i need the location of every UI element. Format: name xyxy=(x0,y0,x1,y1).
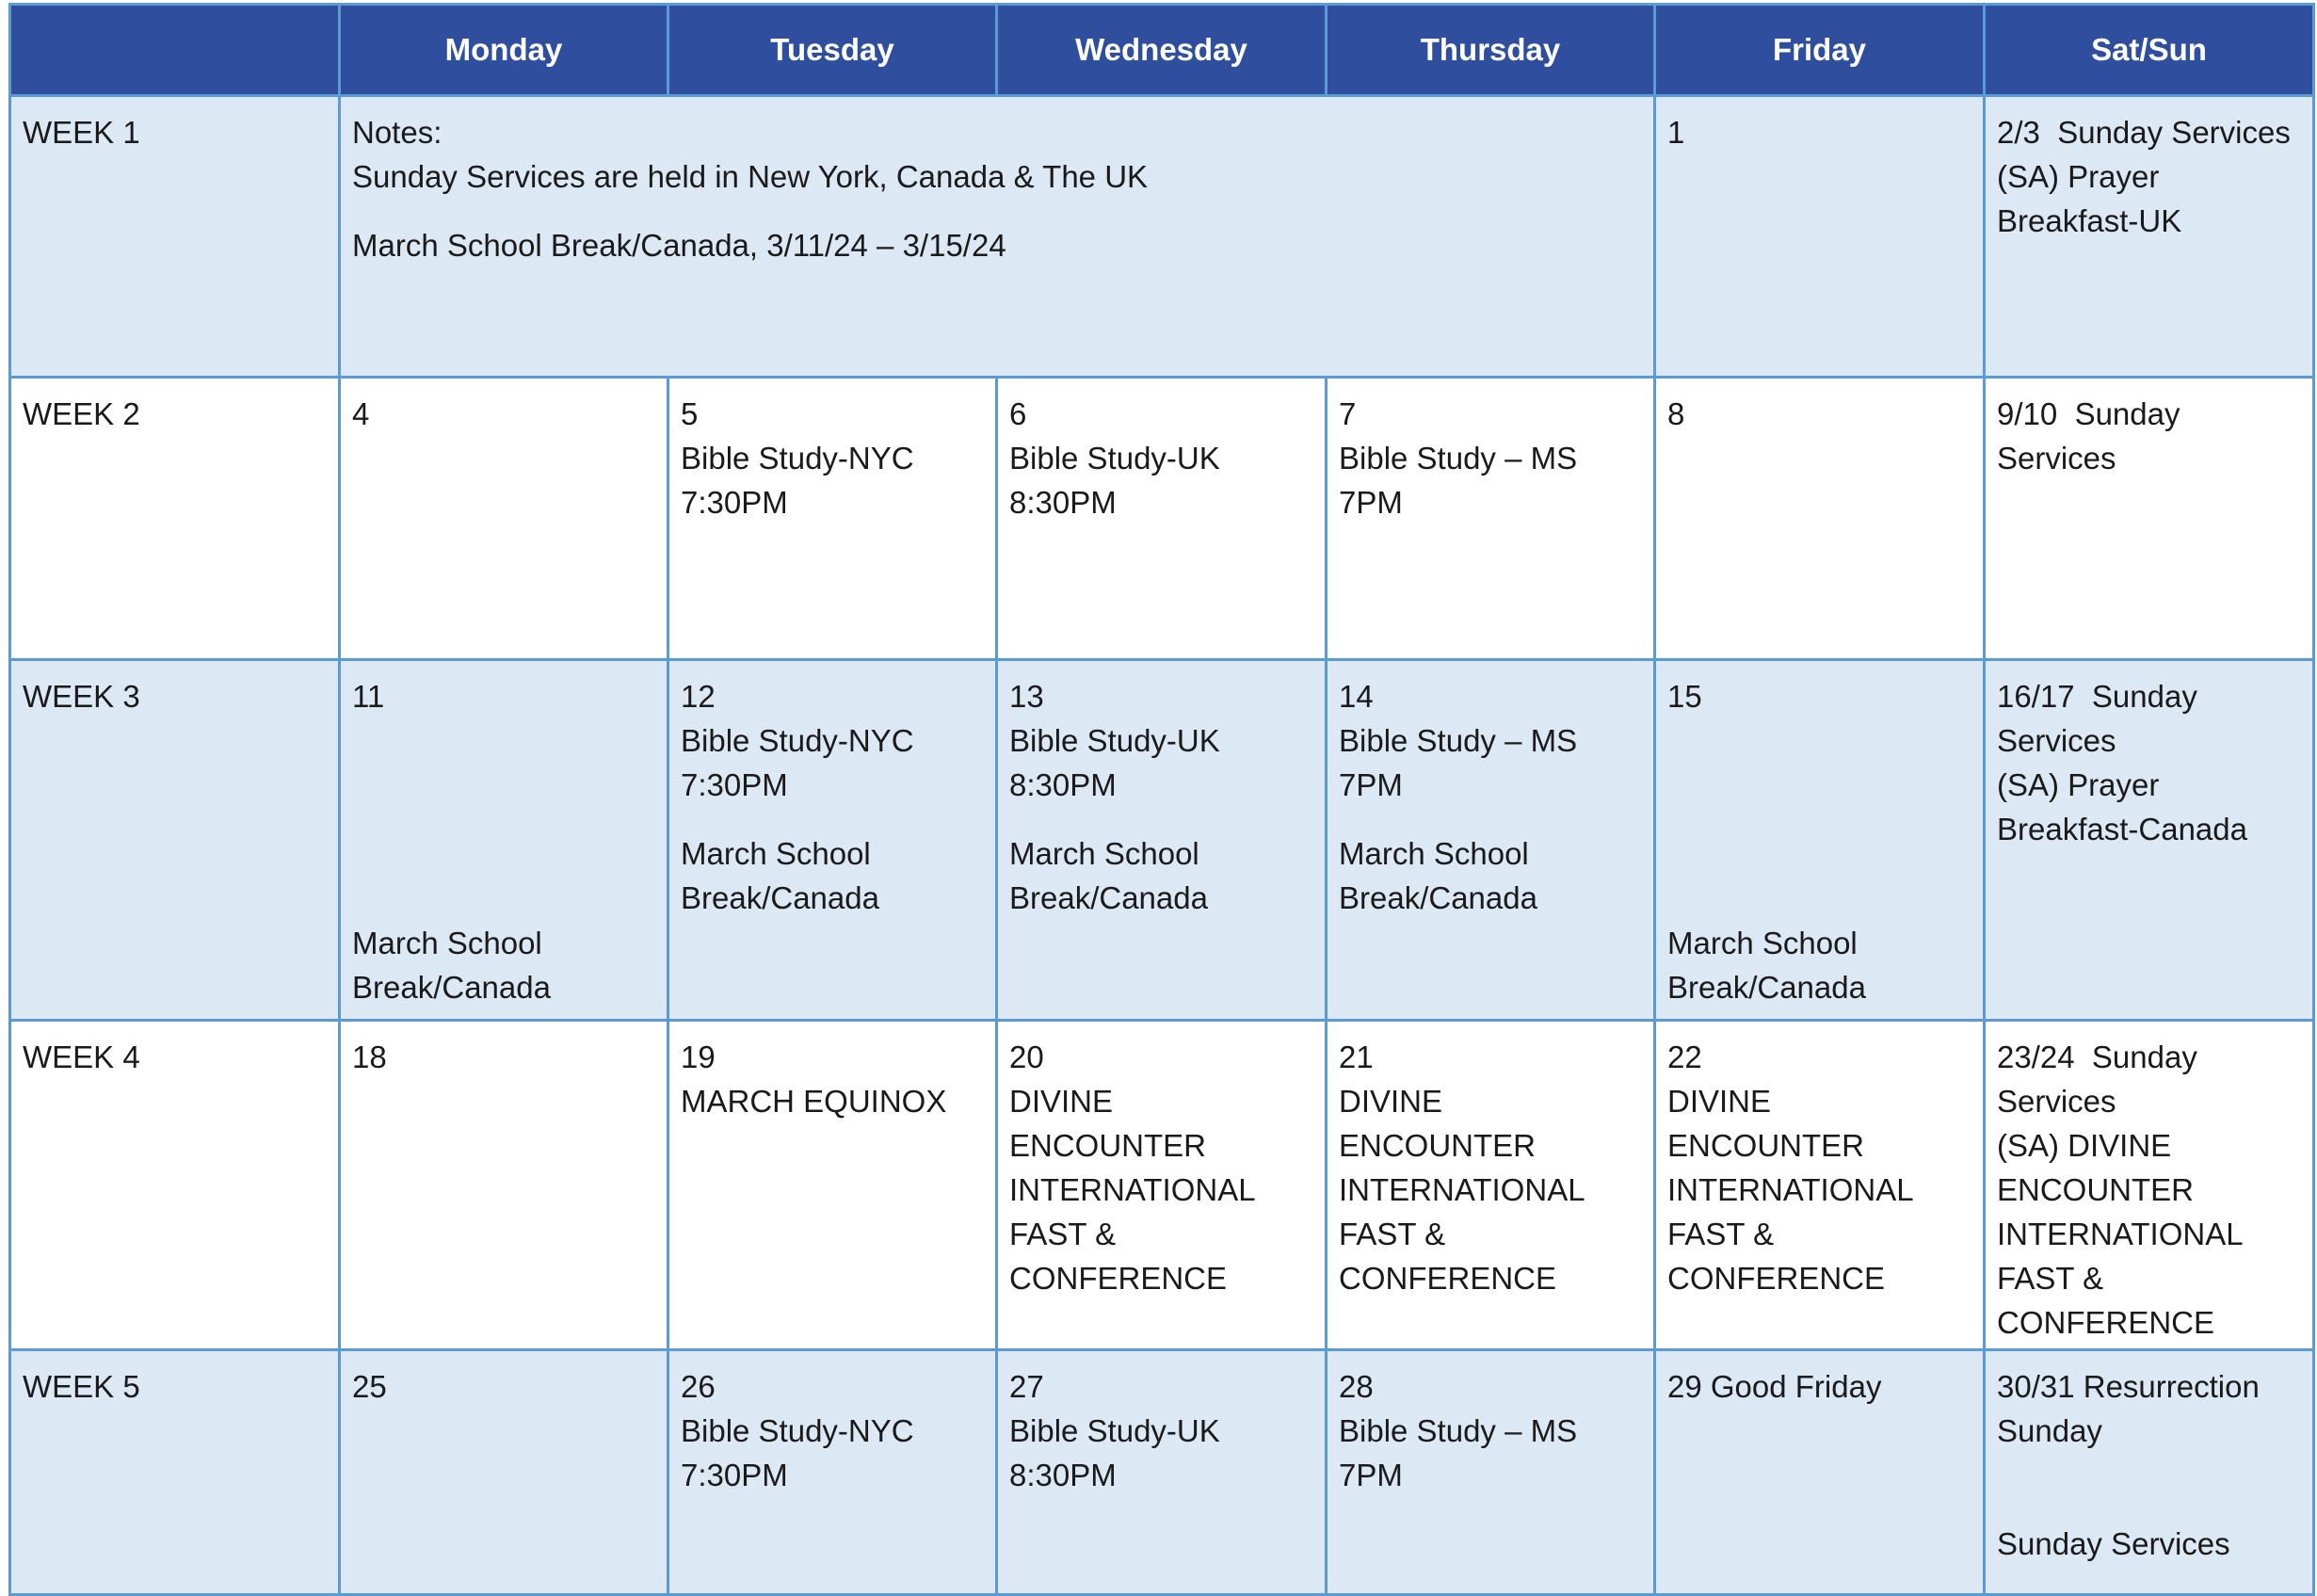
week-label-text: WEEK 2 xyxy=(23,396,140,431)
event-time: 7PM xyxy=(1339,1458,1403,1492)
event-time: 8:30PM xyxy=(1009,767,1117,802)
event-text: Break/Canada xyxy=(1009,880,1208,915)
event-text: FAST & xyxy=(1339,1217,1446,1251)
week-label xyxy=(10,96,340,378)
event-text: 23/24 Sunday xyxy=(1997,1040,2197,1074)
week-label xyxy=(10,1021,340,1350)
notes-cell xyxy=(340,96,1655,378)
event-time: 7:30PM xyxy=(681,767,788,802)
header-tuesday: Tuesday xyxy=(668,5,997,96)
day-cell-friday xyxy=(1655,1021,1985,1350)
event-text: Bible Study-UK xyxy=(1009,441,1220,476)
event-time: 7:30PM xyxy=(681,485,788,520)
day-cell-monday xyxy=(340,1021,668,1350)
day-cell-tuesday xyxy=(668,1021,997,1350)
day-cell-thursday xyxy=(1327,660,1655,1021)
day-number: 4 xyxy=(352,396,370,431)
event-text: INTERNATIONAL xyxy=(1667,1172,1914,1207)
event-text: CONFERENCE xyxy=(1997,1305,2215,1340)
event-text: (SA) Prayer xyxy=(1997,159,2160,194)
day-cell-satsun xyxy=(1985,96,2314,378)
week-row-3 xyxy=(10,660,2314,1021)
day-cell-monday xyxy=(340,660,668,1021)
event-text: Break/Canada xyxy=(1339,880,1537,915)
week-label-text: WEEK 4 xyxy=(23,1040,140,1074)
header-week-col xyxy=(10,5,340,96)
header-friday: Friday xyxy=(1655,5,1985,96)
header-monday: Monday xyxy=(340,5,668,96)
day-cell-thursday xyxy=(1327,1021,1655,1350)
day-cell-friday xyxy=(1655,1350,1985,1595)
event-text: Bible Study-NYC xyxy=(681,1413,914,1448)
day-number: 22 xyxy=(1667,1040,1702,1074)
week-row-4 xyxy=(10,1021,2314,1350)
week-row-2 xyxy=(10,378,2314,660)
event-text: (SA) DIVINE xyxy=(1997,1128,2172,1163)
event-text: 29 Good Friday xyxy=(1667,1369,1882,1404)
day-cell-thursday xyxy=(1327,1350,1655,1595)
event-text: Bible Study – MS xyxy=(1339,1413,1578,1448)
event-text: Break/Canada xyxy=(1667,970,1866,1005)
event-text: Break/Canada xyxy=(681,880,879,915)
day-cell-wednesday xyxy=(997,378,1327,660)
day-number: 18 xyxy=(352,1040,387,1074)
day-cell-tuesday xyxy=(668,660,997,1021)
day-cell-monday xyxy=(340,378,668,660)
day-number: 20 xyxy=(1009,1040,1044,1074)
day-number: 19 xyxy=(681,1040,716,1074)
day-cell-friday xyxy=(1655,660,1985,1021)
event-text: March School xyxy=(681,836,871,871)
day-number: 8 xyxy=(1667,396,1685,431)
event-text: DIVINE ENCOUNTER xyxy=(1009,1084,1207,1163)
event-text: 30/31 Resurrection xyxy=(1997,1369,2260,1404)
day-cell-wednesday xyxy=(997,1350,1327,1595)
event-text: Break/Canada xyxy=(352,970,551,1005)
day-cell-thursday xyxy=(1327,378,1655,660)
event-text: Sunday Services xyxy=(1997,1526,2230,1561)
day-cell-tuesday xyxy=(668,378,997,660)
event-text: MARCH EQUINOX xyxy=(681,1084,947,1119)
day-number: 15 xyxy=(1667,679,1702,714)
event-text: Services xyxy=(1997,441,2116,476)
calendar-table xyxy=(8,3,2315,1596)
day-cell-monday xyxy=(340,1350,668,1595)
event-text: FAST & xyxy=(1667,1217,1775,1251)
event-text: Bible Study-UK xyxy=(1009,723,1220,758)
day-cell-friday xyxy=(1655,378,1985,660)
event-text: March School xyxy=(1339,836,1529,871)
event-time: 7PM xyxy=(1339,767,1403,802)
day-cell-wednesday xyxy=(997,660,1327,1021)
event-text: FAST & xyxy=(1009,1217,1117,1251)
header-row xyxy=(10,5,2314,96)
week-label-text: WEEK 3 xyxy=(23,679,140,714)
event-text: CONFERENCE xyxy=(1339,1261,1557,1296)
event-text: (SA) Prayer xyxy=(1997,767,2160,802)
event-text: 16/17 Sunday xyxy=(1997,679,2197,714)
day-number: 26 xyxy=(681,1369,716,1404)
day-number: 21 xyxy=(1339,1040,1374,1074)
event-text: Breakfast-UK xyxy=(1997,203,2182,238)
event-text: Services xyxy=(1997,1084,2116,1119)
event-text: Bible Study – MS xyxy=(1339,441,1578,476)
event-text: 9/10 Sunday xyxy=(1997,396,2180,431)
event-text: Bible Study – MS xyxy=(1339,723,1578,758)
week-label-text: WEEK 5 xyxy=(23,1369,140,1404)
day-number: 5 xyxy=(681,396,699,431)
event-text: Sunday xyxy=(1997,1413,2102,1448)
event-time: 8:30PM xyxy=(1009,1458,1117,1492)
notes-heading: Notes: xyxy=(352,115,442,150)
day-number: 25 xyxy=(352,1369,387,1404)
day-number: 1 xyxy=(1667,115,1685,150)
day-number: 11 xyxy=(352,679,385,714)
day-number: 27 xyxy=(1009,1369,1044,1404)
day-cell-satsun xyxy=(1985,1350,2314,1595)
event-text: Services xyxy=(1997,723,2116,758)
notes-line: March School Break/Canada, 3/11/24 – 3/15/24 xyxy=(352,228,1006,263)
event-text: Bible Study-NYC xyxy=(681,723,914,758)
header-satsun: Sat/Sun xyxy=(1985,5,2314,96)
week-row-5 xyxy=(10,1350,2314,1595)
event-text: Bible Study-NYC xyxy=(681,441,914,476)
event-text: DIVINE ENCOUNTER xyxy=(1339,1084,1537,1163)
day-number: 12 xyxy=(681,679,716,714)
event-text: Breakfast-Canada xyxy=(1997,812,2247,846)
day-number: 13 xyxy=(1009,679,1044,714)
day-number: 28 xyxy=(1339,1369,1374,1404)
event-text: March School xyxy=(1009,836,1199,871)
week-label xyxy=(10,378,340,660)
day-cell-satsun xyxy=(1985,660,2314,1021)
event-text: Bible Study-UK xyxy=(1009,1413,1220,1448)
header-wednesday: Wednesday xyxy=(997,5,1327,96)
week-row-1 xyxy=(10,96,2314,378)
week-label-text: WEEK 1 xyxy=(23,115,140,150)
event-text: 2/3 Sunday Services xyxy=(1997,115,2291,150)
day-cell-friday xyxy=(1655,96,1985,378)
event-text: March School xyxy=(1667,926,1858,960)
event-text: INTERNATIONAL xyxy=(1339,1172,1585,1207)
day-cell-wednesday xyxy=(997,1021,1327,1350)
event-text: CONFERENCE xyxy=(1667,1261,1886,1296)
event-text: March School xyxy=(352,926,542,960)
event-text: DIVINE ENCOUNTER xyxy=(1667,1084,1865,1163)
event-time: 7PM xyxy=(1339,485,1403,520)
event-time: 8:30PM xyxy=(1009,485,1117,520)
header-thursday: Thursday xyxy=(1327,5,1655,96)
day-number: 6 xyxy=(1009,396,1027,431)
day-number: 14 xyxy=(1339,679,1374,714)
event-time: 7:30PM xyxy=(681,1458,788,1492)
event-text: FAST & xyxy=(1997,1261,2104,1296)
day-number: 7 xyxy=(1339,396,1357,431)
week-label xyxy=(10,1350,340,1595)
day-cell-tuesday xyxy=(668,1350,997,1595)
event-text: CONFERENCE xyxy=(1009,1261,1228,1296)
event-text: ENCOUNTER xyxy=(1997,1172,2195,1207)
notes-line: Sunday Services are held in New York, Canada & The UK xyxy=(352,159,1149,194)
event-text: INTERNATIONAL xyxy=(1009,1172,1256,1207)
day-cell-satsun xyxy=(1985,1021,2314,1350)
day-cell-satsun xyxy=(1985,378,2314,660)
event-text: INTERNATIONAL xyxy=(1997,1217,2244,1251)
week-label xyxy=(10,660,340,1021)
